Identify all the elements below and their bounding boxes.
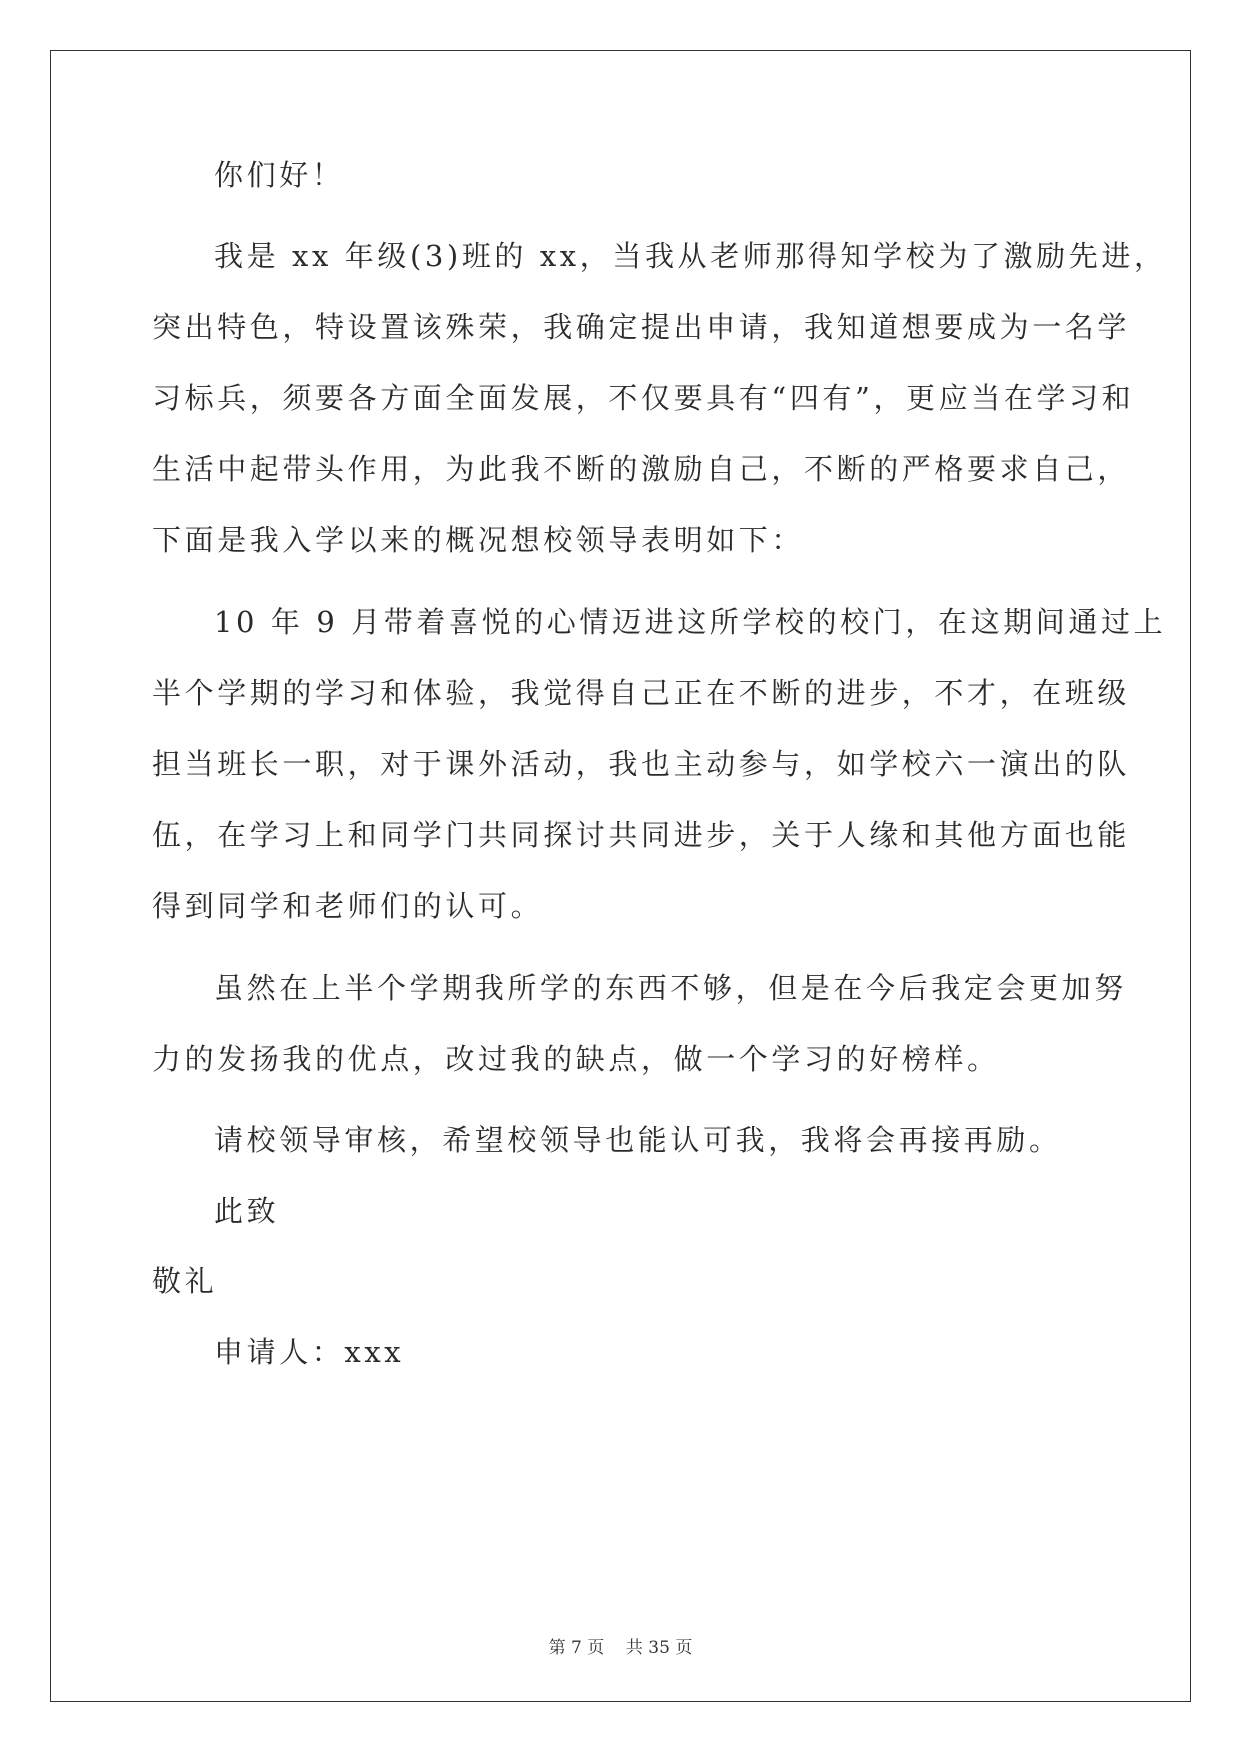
paragraph-2-line-5: 得到同学和老师们的认可。 bbox=[152, 889, 544, 923]
paragraph-3-line-1: 虽然在上半个学期我所学的东西不够，但是在今后我定会更加努 bbox=[214, 971, 1127, 1005]
paragraph-1-line-5: 下面是我入学以来的概况想校领导表明如下： bbox=[152, 523, 805, 557]
paragraph-1-line-3: 习标兵，须要各方面全面发展，不仅要具有“四有”，更应当在学习和 bbox=[152, 381, 1135, 415]
paragraph-1-line-2: 突出特色，特设置该殊荣，我确定提出申请，我知道想要成为一名学 bbox=[152, 310, 1131, 344]
paragraph-2-line-2: 半个学期的学习和体验，我觉得自己正在不断的进步，不才，在班级 bbox=[152, 676, 1131, 710]
paragraph-3-line-2: 力的发扬我的优点，改过我的缺点，做一个学习的好榜样。 bbox=[152, 1042, 1000, 1076]
page-border bbox=[50, 50, 1191, 1702]
paragraph-1-line-1: 我是 xx 年级(3)班的 xx，当我从老师那得知学校为了激励先进， bbox=[214, 239, 1167, 273]
paragraph-1-line-4: 生活中起带头作用，为此我不断的激励自己，不断的严格要求自己， bbox=[152, 452, 1131, 486]
closing-jingli: 敬礼 bbox=[152, 1264, 218, 1298]
applicant-signature: 申请人：xxx bbox=[214, 1335, 405, 1369]
paragraph-2-line-4: 伍，在学习上和同学门共同探讨共同进步，关于人缘和其他方面也能 bbox=[152, 818, 1131, 852]
paragraph-2-line-3: 担当班长一职，对于课外活动，我也主动参与，如学校六一演出的队 bbox=[152, 747, 1131, 781]
paragraph-4-line-1: 请校领导审核，希望校领导也能认可我，我将会再接再励。 bbox=[214, 1123, 1062, 1157]
page-number-footer: 第 7 页 共 35 页 bbox=[548, 1638, 693, 1658]
paragraph-2-line-1: 10 年 9 月带着喜悦的心情迈进这所学校的校门，在这期间通过上 bbox=[214, 605, 1167, 639]
closing-cizhi: 此致 bbox=[214, 1194, 280, 1228]
greeting-line: 你们好！ bbox=[214, 158, 345, 192]
